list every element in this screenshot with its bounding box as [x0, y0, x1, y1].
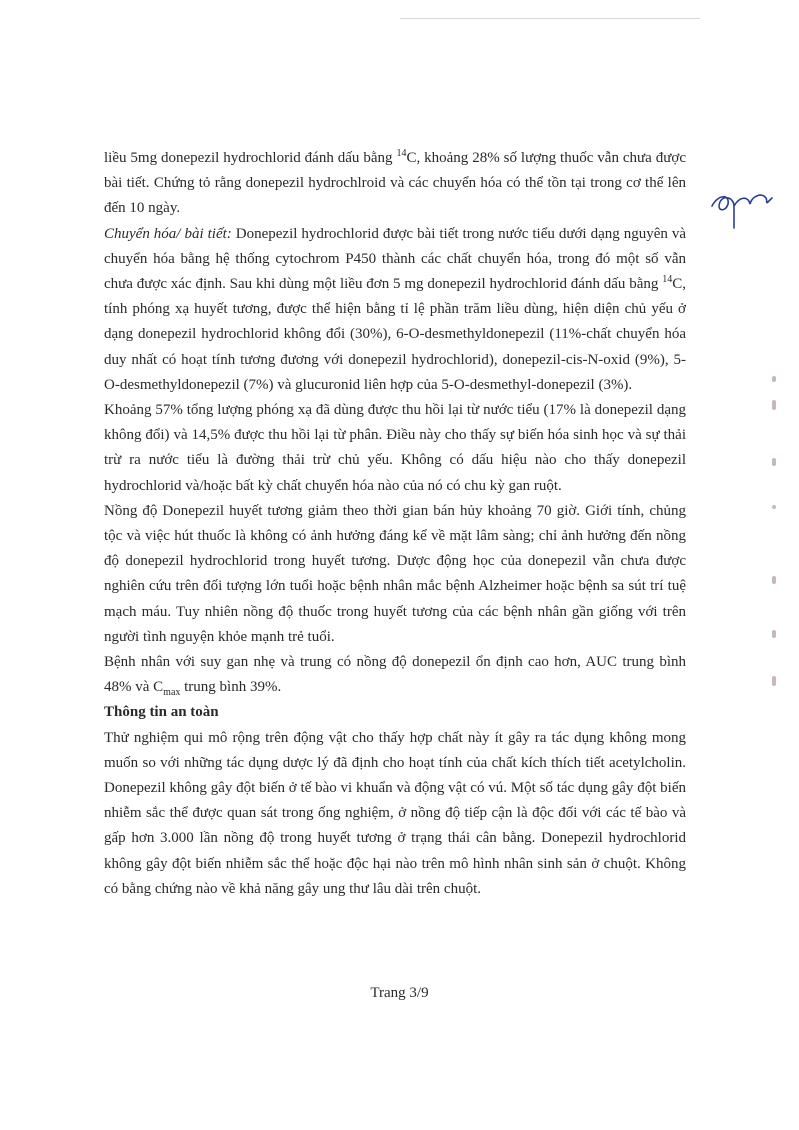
text-run: max [163, 687, 181, 699]
margin-mark [772, 505, 776, 509]
paragraph [104, 398, 686, 499]
margin-mark [772, 676, 776, 686]
text-run: Bệnh nhân với suy gan nhẹ và trung có nồng độ donepezil ổn định cao hơn, AUC trung bình 48% và C [104, 654, 686, 696]
text-run: Nồng độ Donepezil huyết tương giảm theo thời gian bán hủy khoảng 70 giờ. Giới tính, chủng tộc và việc hút thuốc là không có ảnh hưởng đáng kể về mặt lâm sàng; chỉ ảnh hưởng đến nồng độ donepezil hydrochlorid trong huyết tương. Dược động học của donepezil vẫn chưa được nghiên cứu trên đối tượng lớn tuổi hoặc bệnh nhân mắc bệnh Alzheimer hoặc bệnh sa sút trí tuệ mạch máu. Tuy nhiên nồng độ thuốc trong huyết tương của các bệnh nhân gần giống với trên người tình nguyện khỏe mạnh trẻ tuổi. [104, 502, 686, 645]
margin-mark [772, 576, 776, 584]
margin-mark [772, 458, 776, 466]
section-heading [104, 700, 686, 725]
paragraph [104, 726, 686, 902]
margin-mark [772, 630, 776, 638]
text-run: Thử nghiệm qui mô rộng trên động vật cho thấy hợp chất này ít gây ra tác dụng không mong muốn so với những tác dụng dược lý đã định cho hoạt tính của chất kích thích tiết acetylcholin. Donepezil không gây đột biến ở tế bào vi khuẩn và động vật có vú. Một số tác dụng gây đột biến nhiễm sắc thể được quan sát trong ống nghiệm, ở nồng độ tiếp cận là độc đối với các tế bào và gấp hơn 3.000 lần nồng độ trong huyết tương ở trạng thái cân bằng. Donepezil hydrochlorid không gây đột biến nhiễm sắc thể hoặc độc hại nào trên mô hình nhân sinh sản ở chuột. Không có bằng chứng nào về khả năng gây ung thư lâu dài trên chuột. [104, 729, 686, 897]
text-run: Donepezil hydrochlorid được bài tiết trong nước tiểu dưới dạng nguyên và chuyển hóa bằng hệ thống cytochrom P450 thành các chất chuyển hóa, trong đó một số vẫn chưa được xác định. Sau khi dùng một liều đơn 5 mg donepezil hydrochlorid đánh dấu bằng [104, 225, 687, 293]
top-rule [400, 18, 700, 19]
text-run: C, tính phóng xạ huyết tương, được thể hiện bằng tỉ lệ phần trăm liều dùng, hiện diện chủ yếu ở dạng donepezil hydrochlorid không đổi (30%), 6-O-desmethyldonepezil (11%-chất chuyển hóa duy nhất có hoạt tính tương đương với donepezil hydrochlorid), donepezil-cis-N-oxid (9%), 5-O-desmethyldonepezil (7%) và glucuronid liên hợp của 5-O-desmethyl-donepezil (3%). [104, 276, 686, 393]
text-run: trung bình 39%. [180, 679, 282, 696]
margin-mark [772, 400, 776, 410]
text-run: liều 5mg donepezil hydrochlorid đánh dấu bằng [104, 150, 397, 166]
paragraph [104, 499, 686, 650]
paragraph [104, 650, 686, 700]
text-run: Chuyển hóa/ bài tiết: [104, 225, 232, 242]
handwritten-initials [704, 176, 784, 236]
margin-mark [772, 376, 776, 382]
paragraph [104, 222, 686, 398]
paragraph [104, 146, 686, 222]
text-run: 14 [396, 148, 407, 159]
page-number: Trang 3/9 [370, 985, 429, 1001]
text-run: 14 [662, 274, 673, 286]
text-run: Khoảng 57% tổng lượng phóng xạ đã dùng được thu hồi lại từ nước tiểu (17% là donepezil dạng không đổi) và 14,5% được thu hồi lại từ phân. Điều này cho thấy sự biến hóa sinh học và sự thải trừ ra nước tiểu là đường thải trừ chủ yếu. Không có dấu hiệu nào cho thấy donepezil hydrochlorid và/hoặc bất kỳ chất chuyển hóa nào của nó có chu kỳ gan ruột. [104, 402, 686, 494]
text-run: Thông tin an toàn [104, 704, 219, 721]
document-body [104, 146, 686, 902]
text-run: C, khoảng 28% số lượng thuốc vẫn chưa được bài tiết. Chứng tỏ rằng donepezil hydrochlroid và các chuyển hóa có thể tồn tại trong cơ thể lên đến 10 ngày. [104, 150, 686, 217]
